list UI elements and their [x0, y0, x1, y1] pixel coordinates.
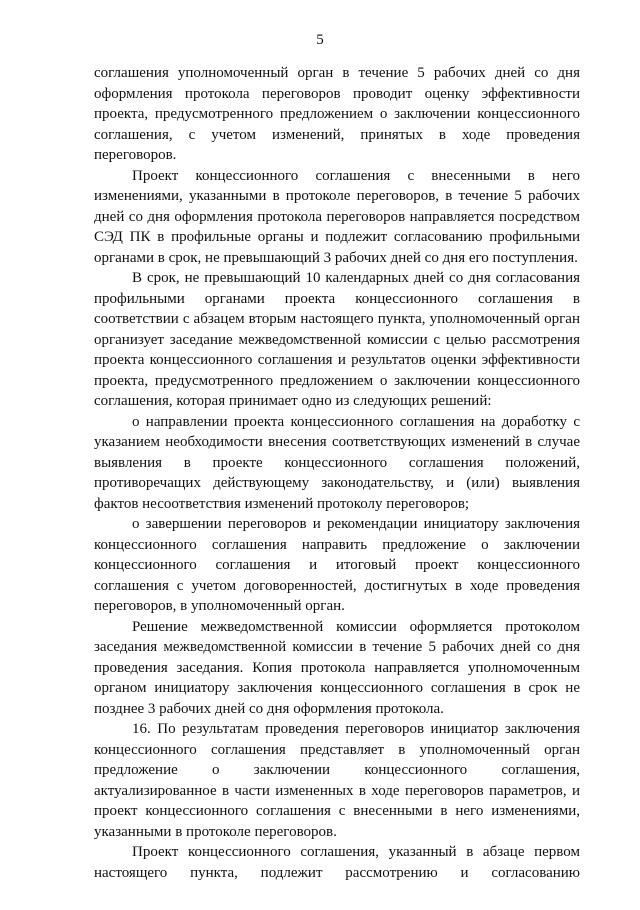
page-number: 5: [316, 32, 324, 48]
paragraph-commission-protocol: Решение межведомственной комиссии оформляется протоколом заседания межведомственной комиссии в течение 5 рабочих дней со дня проведения заседания. Копия протокола направляется уполномоченным органом инициатору заключения концессионного соглашения в срок не позднее 3 рабочих дней со дня оформления протокола.: [94, 618, 580, 717]
document-body: [94, 63, 580, 883]
paragraph-commission-meeting: В срок, не превышающий 10 календарных дней со дня согласования профильными органами проекта концессионного соглашения в соответствии с абзацем вторым настоящего пункта, уполномоченный орган организует заседание межведомственной комиссии с целью рассмотрения проекта концессионного соглашения и результатов оценки эффективности проекта, предусмотренного предложением о заключении концессионного соглашения, которая принимает одно из следующих решений:: [94, 270, 580, 409]
paragraph-decision-revision: о направлении проекта концессионного соглашения на доработку с указанием необходимости внесения соответствующих изменений в случае выявления в проекте концессионного соглашения положений, противоречащих действующему законодательству, и (или) выявления фактов несоответствия изменений протоколу переговоров;: [94, 413, 580, 512]
paragraph-draft-approval: Проект концессионного соглашения с внесенными в него изменениями, указанными в протоколе переговоров, в течение 5 рабочих дней со дня оформления протокола переговоров направляется посредством СЭД ПК в профильные органы и подлежит согласованию профильными органами в срок, не превышающий 3 рабочих дней со дня его поступления.: [94, 167, 580, 266]
paragraph-continuation: соглашения уполномоченный орган в течение 5 рабочих дней со дня оформления протокола переговоров проводит оценку эффективности проекта, предусмотренного предложением о заключении концессионного соглашения, с учетом изменений, принятых в ходе проведения переговоров.: [94, 65, 580, 163]
paragraph-draft-review: Проект концессионного соглашения, указанный в абзаце первом настоящего пункта, подлежит рассмотрению и согласованию: [94, 844, 580, 881]
paragraph-item-16: 16. По результатам проведения переговоров инициатор заключения концессионного соглашения представляет в уполномоченный орган предложение о заключении концессионного соглашения, актуализированное в части измененных в ходе переговоров параметров, и проект концессионного соглашения с внесенными в него изменениями, указанными в протоколе переговоров.: [94, 721, 580, 840]
paragraph-decision-completion: о завершении переговоров и рекомендации инициатору заключения концессионного соглашения направить предложение о заключении концессионного соглашения и итоговый проект концессионного соглашения с учетом договоренностей, достигнутых в ходе проведения переговоров, в уполномоченный орган.: [94, 516, 580, 614]
